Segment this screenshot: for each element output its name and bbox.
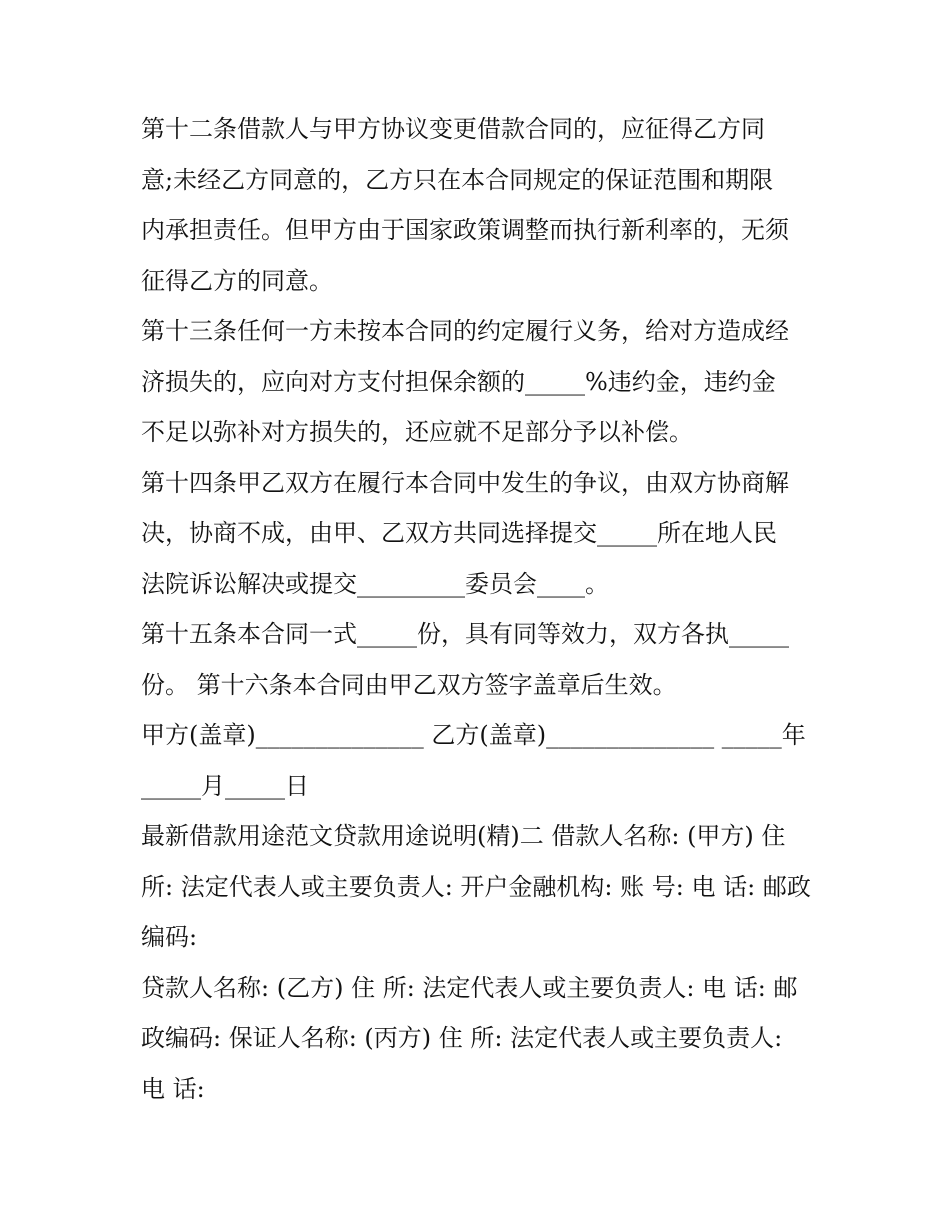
text-line: 编码: — [141, 923, 198, 951]
text-line: 征得乙方的同意。 — [141, 266, 333, 295]
text-line: 内承担责任。但甲方由于国家政策调整而执行新利率的，无须 — [141, 216, 789, 244]
text-line: 第十四条甲乙双方在履行本合同中发生的争议，由双方协商解 — [141, 468, 789, 497]
text-line: 电 话: — [141, 1074, 205, 1103]
text-line: 贷款人名称: (乙方) 住 所: 法定代表人或主要负责人: 电 话: 邮 — [141, 973, 798, 1002]
text-line: 份。 第十六条本合同由甲乙双方签字盖章后生效。 — [141, 670, 677, 699]
text-line: 第十五条本合同一式_____份，具有同等效力，双方各执_____ — [141, 620, 789, 648]
text-line: 法院诉讼解决或提交_________委员会____。 — [141, 569, 609, 598]
text-line: 第十二条借款人与甲方协议变更借款合同的，应征得乙方同 — [141, 115, 765, 143]
text-line: 不足以弥补对方损失的，还应就不足部分予以补偿。 — [141, 418, 693, 446]
text-line: 甲方(盖章)______________ 乙方(盖章)______________ _____年 — [141, 721, 806, 749]
text-line: 第十三条任何一方未按本合同的约定履行义务，给对方造成经 — [141, 317, 789, 345]
text-line: 最新借款用途范文贷款用途说明(精)二 借款人名称: (甲方) 住 — [141, 822, 786, 850]
text-line: 济损失的，应向对方支付担保余额的_____%违约金，违约金 — [141, 367, 776, 396]
text-line: 政编码: 保证人名称: (丙方) 住 所: 法定代表人或主要负责人: — [141, 1024, 783, 1052]
text-line: 所: 法定代表人或主要负责人: 开户金融机构: 账 号: 电 话: 邮政 — [141, 872, 811, 901]
text-line: _____月_____日 — [141, 771, 309, 800]
document-body — [141, 104, 821, 1114]
text-line: 决，协商不成，由甲、乙双方共同选择提交_____所在地人民 — [141, 519, 777, 547]
text-line: 意;未经乙方同意的，乙方只在本合同规定的保证范围和期限 — [141, 165, 774, 194]
